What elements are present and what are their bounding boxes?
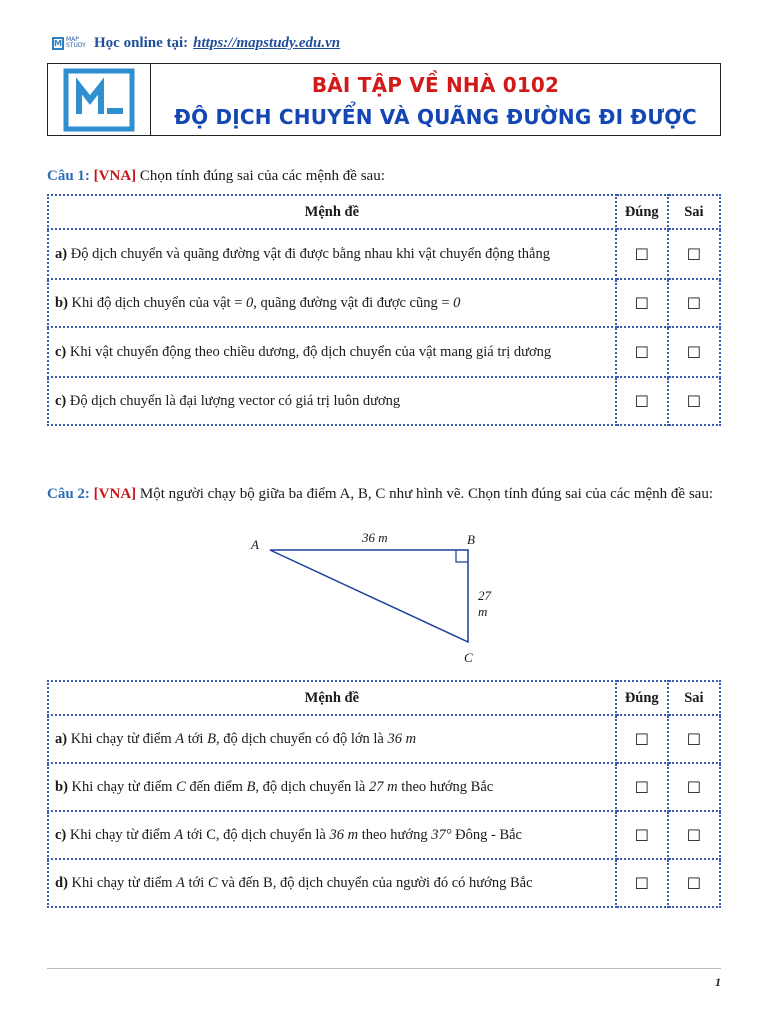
true-checkbox[interactable]: ☐ xyxy=(616,327,668,377)
header-false: Sai xyxy=(668,681,720,715)
false-checkbox[interactable]: ☐ xyxy=(668,763,720,811)
table-header-row xyxy=(48,195,720,229)
table-row xyxy=(48,715,720,763)
question-1 xyxy=(47,165,721,187)
question-number: Câu 2: xyxy=(47,486,90,502)
question-text: Chọn tính đúng sai của các mệnh đề sau: xyxy=(139,168,385,184)
page-title: BÀI TẬP VỀ NHÀ 0102 xyxy=(311,72,560,97)
true-checkbox[interactable]: ☐ xyxy=(616,763,668,811)
question-text: Một người chạy bộ giữa ba điểm A, B, C như hình vẽ. Chọn tính đúng sai của các mệnh đề sau: xyxy=(139,486,713,502)
statement: c) Độ dịch chuyển là đại lượng vector có giá trị luôn dương xyxy=(48,377,616,425)
true-checkbox[interactable]: ☐ xyxy=(616,859,668,907)
false-checkbox[interactable]: ☐ xyxy=(668,859,720,907)
header-statement: Mệnh đề xyxy=(48,195,616,229)
header-statement: Mệnh đề xyxy=(48,681,616,715)
statement: b) Khi chạy từ điểm C đến điểm B, độ dịch chuyển là 27 m theo hướng Bắc xyxy=(48,763,616,811)
true-checkbox[interactable]: ☐ xyxy=(616,811,668,859)
question-tag: [VNA] xyxy=(93,168,137,184)
mapstudy-logo-icon xyxy=(63,68,135,132)
header-true: Đúng xyxy=(616,681,668,715)
statement: a) Khi chạy từ điểm A tới B, độ dịch chuyển có độ lớn là 36 m xyxy=(48,715,616,763)
mapstudy-logo xyxy=(48,64,151,135)
question-number: Câu 1: xyxy=(47,168,90,184)
page-subtitle: ĐỘ DỊCH CHUYỂN VÀ QUÃNG ĐƯỜNG ĐI ĐƯỢC xyxy=(174,104,697,129)
point-b-label: B xyxy=(467,532,475,547)
page-number: 1 xyxy=(715,975,721,989)
table-row xyxy=(48,327,720,377)
table-row xyxy=(48,279,720,327)
header-box xyxy=(47,63,721,136)
top-bar xyxy=(52,33,340,53)
statement: a) Độ dịch chuyển và quãng đường vật đi được bằng nhau khi vật chuyển động thẳng xyxy=(48,229,616,279)
false-checkbox[interactable]: ☐ xyxy=(668,327,720,377)
false-checkbox[interactable]: ☐ xyxy=(668,377,720,425)
true-false-table-1 xyxy=(47,194,721,426)
true-checkbox[interactable]: ☐ xyxy=(616,279,668,327)
table-row xyxy=(48,229,720,279)
question-2 xyxy=(47,483,721,505)
mapstudy-small-logo: M MAP STUDY xyxy=(54,36,86,49)
false-checkbox[interactable]: ☐ xyxy=(668,229,720,279)
true-checkbox[interactable]: ☐ xyxy=(616,377,668,425)
header-false: Sai xyxy=(668,195,720,229)
false-checkbox[interactable]: ☐ xyxy=(668,715,720,763)
online-label: Học online tại: xyxy=(94,34,189,51)
statement: c) Khi chạy từ điểm A tới C, độ dịch chuyển là 36 m theo hướng 37° Đông - Bắc xyxy=(48,811,616,859)
question-tag: [VNA] xyxy=(93,486,137,502)
point-a-label: A xyxy=(251,537,259,552)
table-row xyxy=(48,377,720,425)
true-checkbox[interactable]: ☐ xyxy=(616,715,668,763)
point-c-label: C xyxy=(464,650,473,665)
table-header-row xyxy=(48,681,720,715)
false-checkbox[interactable]: ☐ xyxy=(668,279,720,327)
true-checkbox[interactable]: ☐ xyxy=(616,229,668,279)
footer-divider xyxy=(47,968,721,969)
triangle-figure xyxy=(240,530,490,670)
website-link[interactable]: https://mapstudy.edu.vn xyxy=(193,34,341,51)
statement: c) Khi vật chuyển động theo chiều dương, độ dịch chuyển của vật mang giá trị dương xyxy=(48,327,616,377)
header-true: Đúng xyxy=(616,195,668,229)
statement: b) Khi độ dịch chuyển của vật = 0, quãng đường vật đi được cũng = 0 xyxy=(48,279,616,327)
table-row xyxy=(48,811,720,859)
ab-length-label: 36 m xyxy=(362,530,388,545)
bc-length-label: 27 m xyxy=(478,588,491,619)
table-row xyxy=(48,763,720,811)
header-titles xyxy=(151,64,720,135)
false-checkbox[interactable]: ☐ xyxy=(668,811,720,859)
statement: d) Khi chạy từ điểm A tới C và đến B, độ dịch chuyển của người đó có hướng Bắc xyxy=(48,859,616,907)
true-false-table-2 xyxy=(47,680,721,908)
table-row xyxy=(48,859,720,907)
triangle-diagram xyxy=(240,530,490,670)
